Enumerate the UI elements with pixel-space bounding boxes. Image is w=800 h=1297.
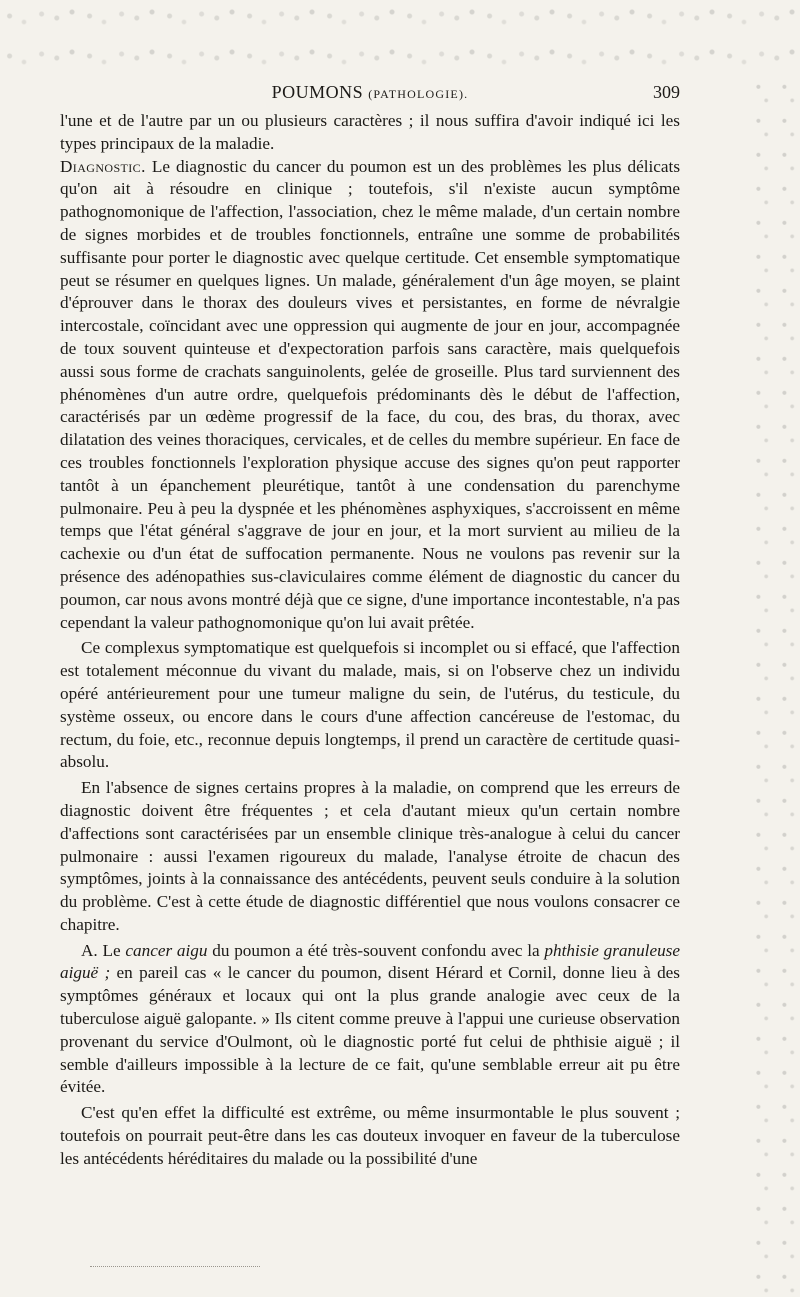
running-head-title: POUMONS (271, 82, 364, 102)
italic-term: phthisie granuleuse aiguë ; (60, 940, 680, 983)
running-head (60, 82, 680, 103)
scan-noise-margin (748, 80, 800, 1297)
page-header (60, 82, 680, 112)
paragraph-diagnostic (60, 156, 680, 635)
page-number: 309 (653, 82, 680, 102)
italic-term: cancer aigu (125, 940, 208, 960)
scan-noise-top (0, 0, 800, 70)
text-run: en pareil cas « le cancer du poumon, disent Hérard et Cornil, donne lieu à des symptômes généraux et locaux qui ont la plus grande analogie avec ceux de la tuberculose aiguë galopante. » Ils citent comme preuve à l'appui une curieuse observation provenant du service d'Oulmont, où le diagnostic porté fut celui de phthisie aiguë ; il semble d'ailleurs impossible à la lecture de ce fait, qu'une semblable erreur ait pu être évitée. (60, 963, 680, 1097)
paragraph-cancer-aigu (60, 940, 680, 1100)
paragraph-continuation: l'une et de l'autre par un ou plusieurs caractères ; il nous suffira d'avoir indiqué ici les types principaux de la maladie. (60, 111, 680, 153)
text-run: du poumon a été très-souvent confondu avec la (207, 940, 545, 960)
body-text (60, 110, 680, 1171)
text-run: A. Le (81, 940, 126, 960)
paragraph-complexus: Ce complexus symptomatique est quelquefois si incomplet ou si effacé, que l'affection est totalement méconnue du vivant du malade, mais, si on l'observe chez un individu opéré antérieurement pour une tumeur maligne du sein, de l'utérus, du testicule, du système osseux, ou encore dans le cours d'une affection cancéreuse de l'estomac, du rectum, du foie, etc., reconnue depuis longtemps, il prend un caractère de certitude quasi-absolu. (60, 638, 680, 772)
footer-rule (90, 1266, 260, 1267)
paragraph-diagnostic-text: Le diagnostic du cancer du poumon est un des problèmes les plus délicats qu'on ait à résoudre en clinique ; toutefois, s'il n'existe aucun symptôme pathognomonique de l'affection, l'association, chez le même malade, d'un certain nombre de signes morbides et de troubles fonctionnels, entraîne une somme de probabilités suffisante pour porter le diagnostic avec quelque certitude. Cet ensemble symptomatique peut se résumer en quelques lignes. Un malade, généralement d'un âge moyen, se plaint d'éprouver dans le thorax des douleurs vives et persistantes, en forme de névralgie intercostale, coïncidant avec une oppression qui augmente de jour en jour, accompagnée de toux souvent quinteuse et d'expectoration parfois sans caractère, mais quelquefois aussi sous forme de crachats sanguinolents, gelée de groseille. Plus tard surviennent des phénomènes d'un autre ordre, quelquefois prédominants dès le début de l'affection, caractérisés par un œdème progressif de la face, du cou, des bras, du thorax, avec dilatation des veines thoraciques, cervicales, et de celles du membre supérieur. En face de ces troubles fonctionnels l'exploration physique accuse des signes qu'on peut rapporter tantôt à un épanchement pleurétique, tantôt à une condensation du parenchyme pulmonaire. Peu à peu la dyspnée et les phénomènes asphyxiques, s'accroissent en même temps que l'état général s'aggrave de jour en jour, et la mort survient au milieu de la cachexie ou d'un état de suffocation permanente. Nous ne voulons pas revenir sur la présence des adénopathies sus-claviculaires comme élément de diagnostic du cancer du poumon, car nous avons montré déjà que ce signe, d'une importance incontestable, n'a pas cependant la valeur pathognomonique qu'on lui avait prêtée. (60, 156, 681, 632)
paragraph-difficulte: C'est qu'en effet la difficulté est extrême, ou même insurmontable le plus souvent ; toutefois on pourrait peut-être dans les cas douteux invoquer en faveur de la tuberculose les antécédents héréditaires du malade ou la possibilité d'une (60, 1103, 680, 1168)
section-lead-diagnostic: Diagnostic. (60, 156, 146, 176)
paragraph-erreurs: En l'absence de signes certains propres à la maladie, on comprend que les erreurs de diagnostic doivent être fréquentes ; et cela d'autant mieux qu'un certain nombre d'affections sont caractérisées par un ensemble clinique très-analogue à celui du cancer pulmonaire : aussi l'examen rigoureux du malade, l'analyse étroite de chacun des symptômes, joints à la connaissance des antécédents, peuvent seuls conduire à la solution du problème. C'est à cette étude de diagnostic différentiel que nous voulons consacrer ce chapitre. (60, 778, 680, 934)
running-head-subtitle: (PATHOLOGIE). (368, 87, 469, 101)
